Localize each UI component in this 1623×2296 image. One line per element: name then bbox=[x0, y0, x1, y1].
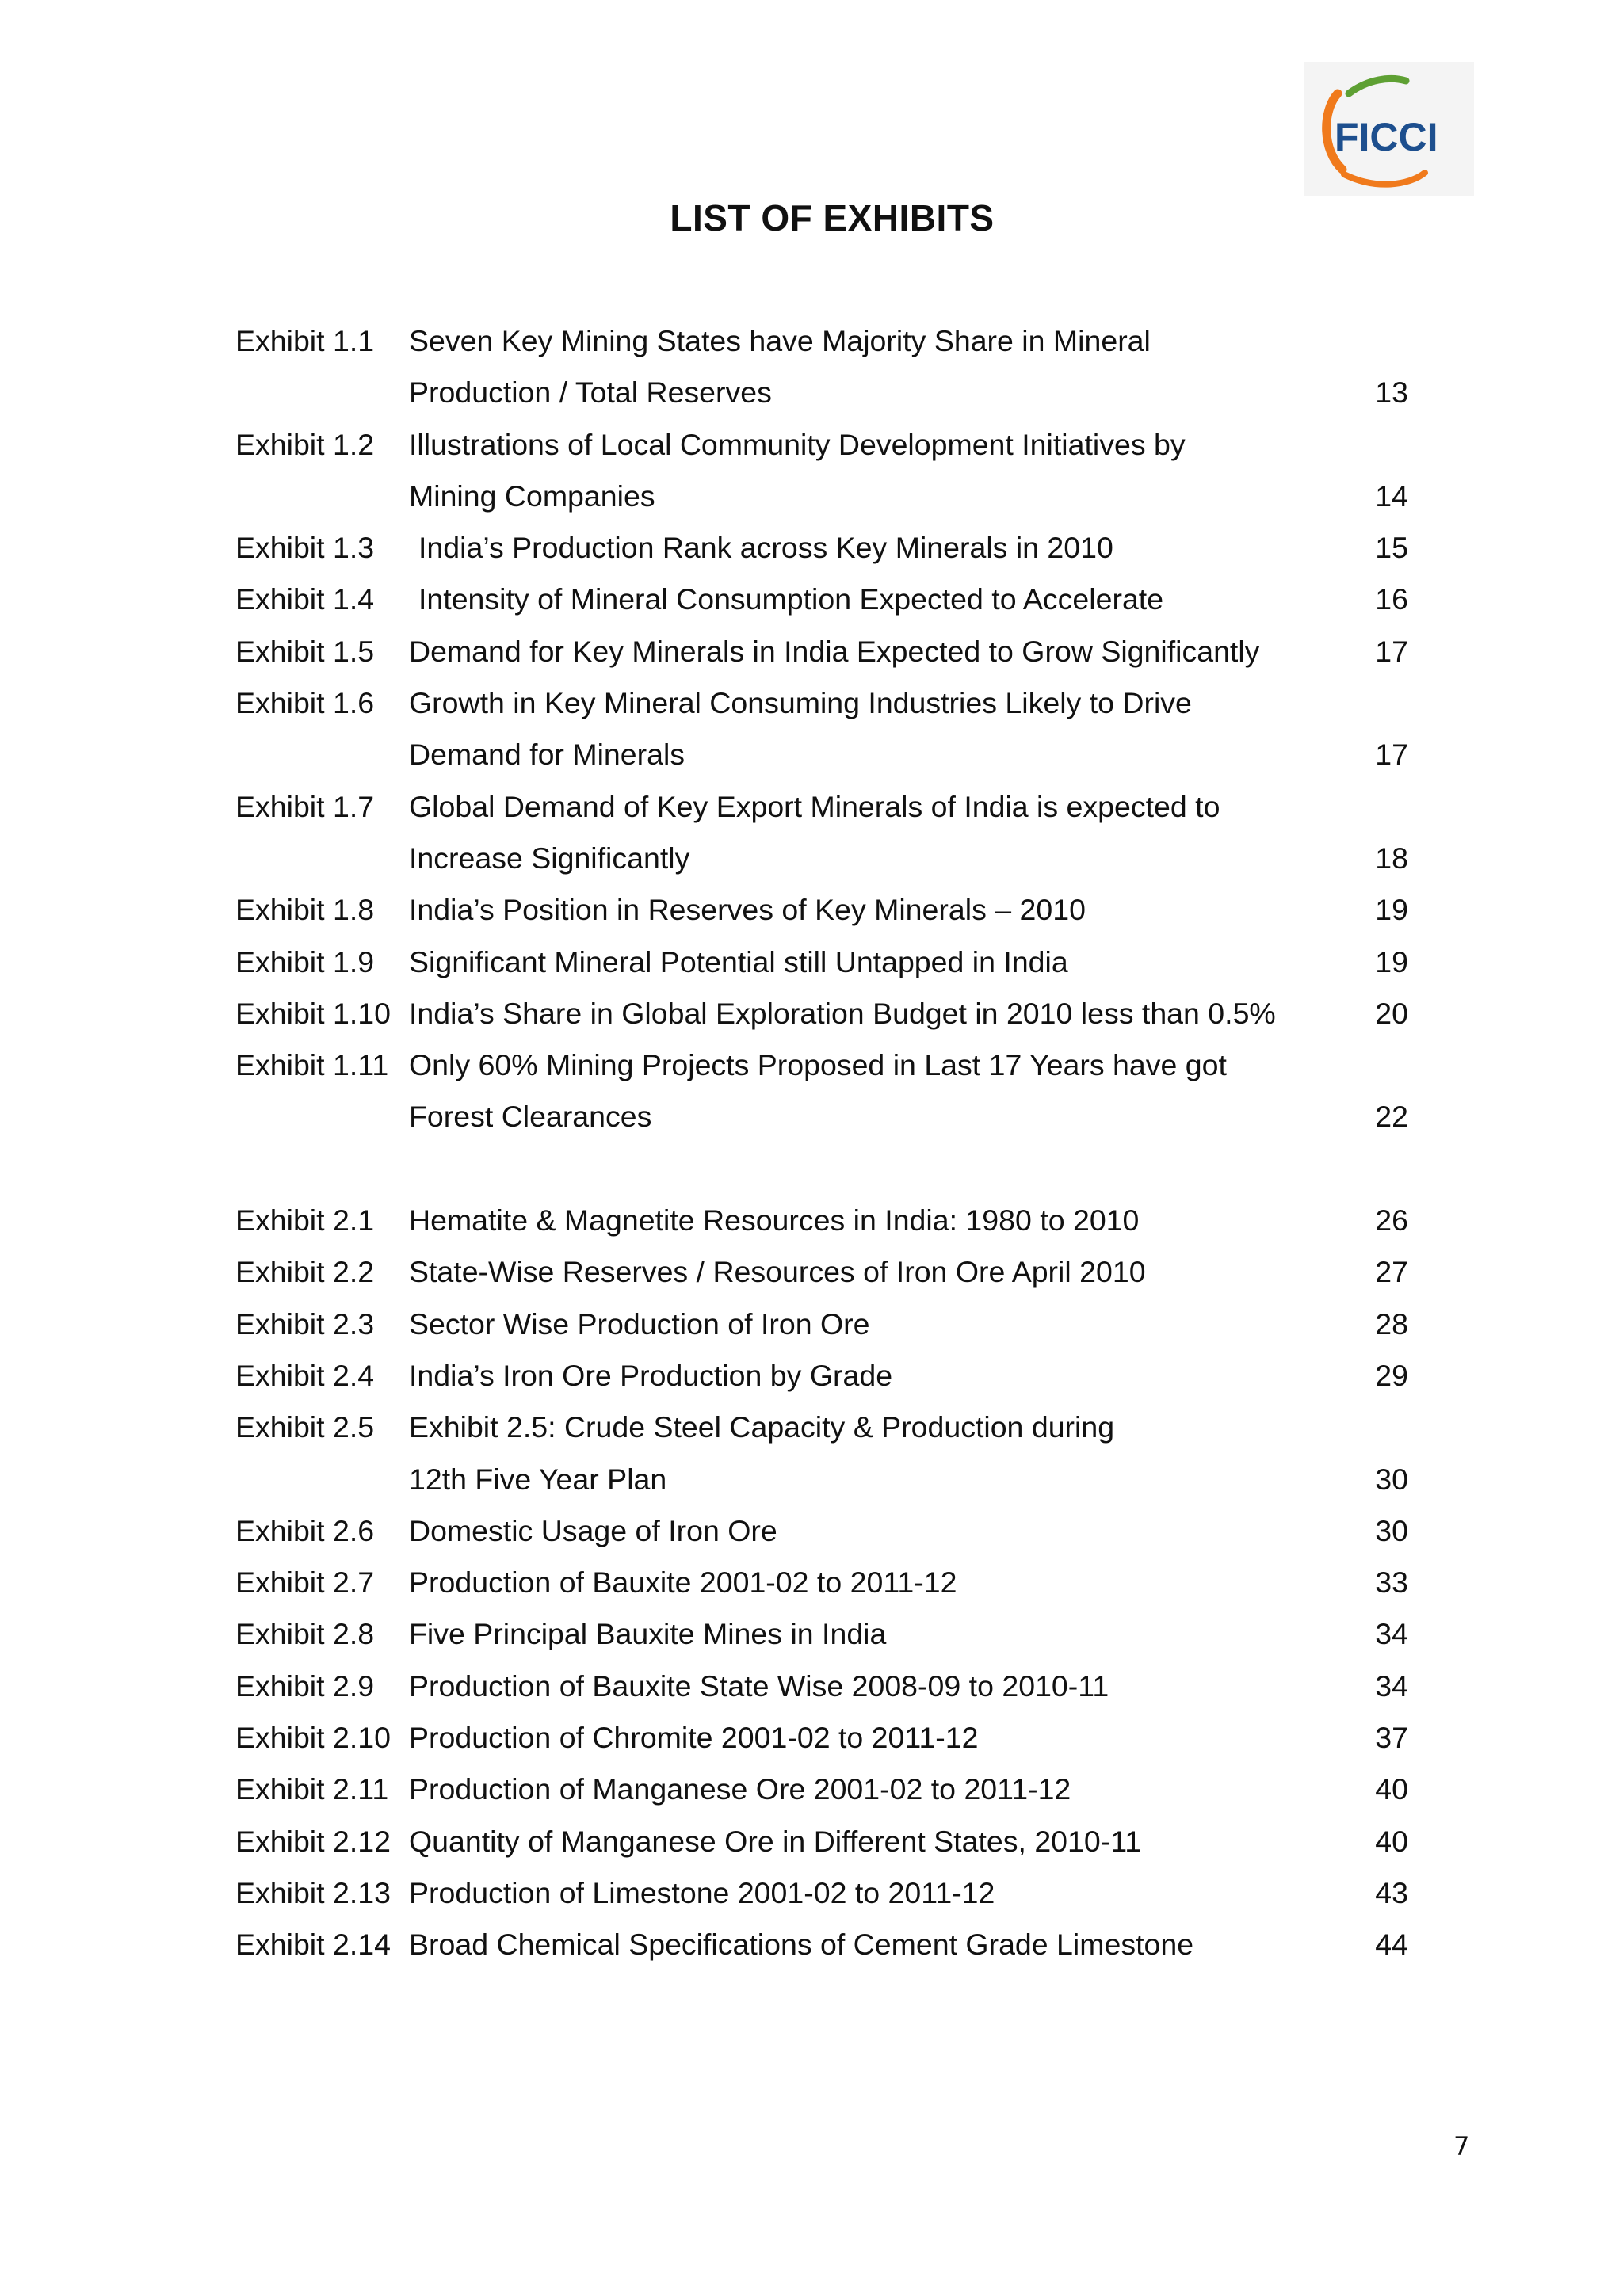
exhibit-entry[interactable] bbox=[235, 1764, 1408, 1815]
exhibit-line bbox=[235, 884, 1408, 936]
exhibit-title: 12th Five Year Plan bbox=[409, 1462, 667, 1496]
exhibit-page-number: 15 bbox=[1375, 531, 1408, 565]
exhibit-page-number: 43 bbox=[1375, 1875, 1408, 1909]
exhibit-entry[interactable] bbox=[235, 1505, 1408, 1557]
exhibit-number: Exhibit 2.10 bbox=[235, 1721, 391, 1755]
exhibit-list bbox=[235, 315, 1408, 1971]
exhibit-title: Increase Significantly bbox=[409, 841, 690, 875]
exhibit-page-number: 22 bbox=[1375, 1100, 1408, 1134]
exhibit-entry[interactable] bbox=[235, 1039, 1408, 1143]
exhibit-number: Exhibit 2.2 bbox=[235, 1255, 375, 1289]
exhibit-number: Exhibit 1.4 bbox=[235, 582, 375, 616]
exhibit-line bbox=[235, 1299, 1408, 1350]
exhibit-entry[interactable] bbox=[235, 419, 1408, 523]
exhibit-title: State-Wise Reserves / Resources of Iron Ore April 2010 bbox=[409, 1255, 1146, 1289]
exhibit-entry[interactable] bbox=[235, 626, 1408, 677]
exhibit-page-number: 44 bbox=[1375, 1928, 1408, 1962]
exhibit-title: Production of Manganese Ore 2001-02 to 2011-12 bbox=[409, 1772, 1071, 1806]
exhibit-number: Exhibit 1.3 bbox=[235, 531, 375, 565]
exhibit-number: Exhibit 2.5 bbox=[235, 1410, 375, 1444]
exhibit-number: Exhibit 1.8 bbox=[235, 893, 375, 927]
exhibit-entry[interactable] bbox=[235, 522, 1408, 574]
exhibit-title: Forest Clearances bbox=[409, 1100, 652, 1134]
exhibit-page-number: 14 bbox=[1375, 479, 1408, 513]
exhibit-number: Exhibit 2.13 bbox=[235, 1875, 391, 1909]
exhibit-entry[interactable] bbox=[235, 1246, 1408, 1298]
page-number: 7 bbox=[1453, 2131, 1470, 2161]
exhibit-page-number: 40 bbox=[1375, 1824, 1408, 1858]
exhibit-title: Demand for Key Minerals in India Expected to Grow Significantly bbox=[409, 634, 1260, 668]
exhibit-line bbox=[235, 1195, 1408, 1246]
logo-text: FICCI bbox=[1335, 115, 1438, 159]
exhibit-page-number: 13 bbox=[1375, 376, 1408, 410]
exhibit-entry[interactable] bbox=[235, 1195, 1408, 1246]
exhibit-entry[interactable] bbox=[235, 1557, 1408, 1608]
exhibit-title: India’s Share in Global Exploration Budget in 2010 less than 0.5% bbox=[409, 996, 1276, 1030]
exhibit-number: Exhibit 2.12 bbox=[235, 1824, 391, 1858]
exhibit-entry[interactable] bbox=[235, 1712, 1408, 1764]
exhibit-line bbox=[235, 1867, 1408, 1919]
exhibit-title: Mining Companies bbox=[409, 479, 655, 513]
exhibit-title: Broad Chemical Specifications of Cement Grade Limestone bbox=[409, 1928, 1194, 1962]
exhibit-title: India’s Production Rank across Key Minerals in 2010 bbox=[418, 531, 1113, 565]
exhibit-page-number: 34 bbox=[1375, 1617, 1408, 1651]
exhibit-page-number: 28 bbox=[1375, 1306, 1408, 1341]
exhibit-page-number: 19 bbox=[1375, 944, 1408, 978]
exhibit-number: Exhibit 2.9 bbox=[235, 1669, 375, 1703]
exhibit-entry[interactable] bbox=[235, 1299, 1408, 1350]
exhibit-entry[interactable] bbox=[235, 1608, 1408, 1660]
exhibit-title: Production / Total Reserves bbox=[409, 376, 772, 410]
exhibit-number: Exhibit 2.6 bbox=[235, 1513, 375, 1547]
exhibit-entry[interactable] bbox=[235, 1867, 1408, 1919]
exhibit-line bbox=[235, 471, 1408, 522]
exhibit-line bbox=[235, 1608, 1408, 1660]
exhibit-entry[interactable] bbox=[235, 574, 1408, 625]
exhibit-entry[interactable] bbox=[235, 1919, 1408, 1970]
exhibit-page-number: 30 bbox=[1375, 1462, 1408, 1496]
exhibit-number: Exhibit 1.7 bbox=[235, 789, 375, 823]
exhibit-entry[interactable] bbox=[235, 1402, 1408, 1505]
exhibit-title: Exhibit 2.5: Crude Steel Capacity & Production during bbox=[409, 1410, 1115, 1444]
exhibit-number: Exhibit 2.7 bbox=[235, 1566, 375, 1600]
exhibit-line bbox=[235, 1919, 1408, 1970]
exhibit-line bbox=[235, 729, 1408, 780]
exhibit-line bbox=[235, 626, 1408, 677]
exhibit-title: Growth in Key Mineral Consuming Industries Likely to Drive bbox=[409, 686, 1192, 720]
exhibit-entry[interactable] bbox=[235, 1816, 1408, 1867]
exhibit-title: Hematite & Magnetite Resources in India: 1980 to 2010 bbox=[409, 1203, 1140, 1238]
exhibit-entry[interactable] bbox=[235, 781, 1408, 885]
exhibit-title: Sector Wise Production of Iron Ore bbox=[409, 1306, 870, 1341]
exhibit-number: Exhibit 2.4 bbox=[235, 1358, 375, 1392]
ficci-logo bbox=[1304, 62, 1474, 196]
exhibit-title: Production of Bauxite 2001-02 to 2011-12 bbox=[409, 1566, 957, 1600]
exhibit-page-number: 37 bbox=[1375, 1721, 1408, 1755]
exhibit-title: India’s Position in Reserves of Key Minerals – 2010 bbox=[409, 893, 1086, 927]
exhibit-entry[interactable] bbox=[235, 988, 1408, 1039]
exhibit-page-number: 40 bbox=[1375, 1772, 1408, 1806]
exhibit-number: Exhibit 1.5 bbox=[235, 634, 375, 668]
exhibit-line bbox=[235, 1350, 1408, 1402]
exhibit-line bbox=[235, 833, 1408, 884]
exhibit-number: Exhibit 2.11 bbox=[235, 1772, 389, 1806]
exhibit-page-number: 34 bbox=[1375, 1669, 1408, 1703]
exhibit-page-number: 33 bbox=[1375, 1566, 1408, 1600]
exhibit-title: India’s Iron Ore Production by Grade bbox=[409, 1358, 893, 1392]
exhibit-number: Exhibit 2.3 bbox=[235, 1306, 375, 1341]
page-title: LIST OF EXHIBITS bbox=[670, 197, 995, 238]
exhibit-page-number: 16 bbox=[1375, 582, 1408, 616]
exhibit-line bbox=[235, 1816, 1408, 1867]
exhibit-line bbox=[235, 781, 1408, 833]
exhibit-title: Five Principal Bauxite Mines in India bbox=[409, 1617, 887, 1651]
exhibit-title: Intensity of Mineral Consumption Expected to Accelerate bbox=[418, 582, 1164, 616]
exhibit-entry[interactable] bbox=[235, 884, 1408, 936]
exhibit-entry[interactable] bbox=[235, 315, 1408, 419]
exhibit-line bbox=[235, 367, 1408, 418]
exhibit-line bbox=[235, 419, 1408, 471]
exhibit-line bbox=[235, 1505, 1408, 1557]
exhibit-entry[interactable] bbox=[235, 936, 1408, 988]
exhibit-entry[interactable] bbox=[235, 1661, 1408, 1712]
exhibit-number: Exhibit 2.14 bbox=[235, 1928, 391, 1962]
exhibit-line bbox=[235, 936, 1408, 988]
exhibit-line bbox=[235, 1246, 1408, 1298]
exhibit-line bbox=[235, 1764, 1408, 1815]
exhibit-line bbox=[235, 988, 1408, 1039]
exhibit-number: Exhibit 1.9 bbox=[235, 944, 375, 978]
exhibit-title: Production of Limestone 2001-02 to 2011-12 bbox=[409, 1875, 995, 1909]
exhibit-number: Exhibit 2.8 bbox=[235, 1617, 375, 1651]
exhibit-page-number: 20 bbox=[1375, 996, 1408, 1030]
exhibit-number: Exhibit 2.1 bbox=[235, 1203, 375, 1238]
exhibit-line bbox=[235, 574, 1408, 625]
section-gap bbox=[235, 1143, 1408, 1195]
exhibit-title: Significant Mineral Potential still Untapped in India bbox=[409, 944, 1068, 978]
exhibit-number: Exhibit 1.2 bbox=[235, 427, 375, 461]
exhibit-title: Production of Chromite 2001-02 to 2011-12 bbox=[409, 1721, 979, 1755]
exhibit-number: Exhibit 1.10 bbox=[235, 996, 391, 1030]
exhibit-page-number: 19 bbox=[1375, 893, 1408, 927]
exhibit-number: Exhibit 1.11 bbox=[235, 1048, 389, 1082]
exhibit-line bbox=[235, 1039, 1408, 1091]
exhibit-page-number: 18 bbox=[1375, 841, 1408, 875]
exhibit-title: Only 60% Mining Projects Proposed in Last 17 Years have got bbox=[409, 1048, 1227, 1082]
exhibit-line bbox=[235, 1661, 1408, 1712]
exhibit-page-number: 30 bbox=[1375, 1513, 1408, 1547]
exhibit-title: Illustrations of Local Community Development Initiatives by bbox=[409, 427, 1186, 461]
exhibit-line bbox=[235, 1402, 1408, 1453]
exhibit-number: Exhibit 1.1 bbox=[235, 324, 375, 357]
exhibit-title: Demand for Minerals bbox=[409, 738, 685, 772]
exhibit-title: Quantity of Manganese Ore in Different States, 2010-11 bbox=[409, 1824, 1142, 1858]
exhibit-line bbox=[235, 522, 1408, 574]
exhibit-line bbox=[235, 1454, 1408, 1505]
exhibit-title: Production of Bauxite State Wise 2008-09 to 2010-11 bbox=[409, 1669, 1109, 1703]
exhibit-line bbox=[235, 1712, 1408, 1764]
exhibit-title: Seven Key Mining States have Majority Share in Mineral bbox=[409, 324, 1151, 357]
exhibit-page-number: 29 bbox=[1375, 1358, 1408, 1392]
exhibit-number: Exhibit 1.6 bbox=[235, 686, 375, 720]
exhibit-entry[interactable] bbox=[235, 677, 1408, 781]
exhibit-page-number: 17 bbox=[1375, 634, 1408, 668]
exhibit-line bbox=[235, 1091, 1408, 1142]
exhibit-page-number: 17 bbox=[1375, 738, 1408, 772]
exhibit-entry[interactable] bbox=[235, 1350, 1408, 1402]
exhibit-line bbox=[235, 1557, 1408, 1608]
exhibit-line bbox=[235, 315, 1408, 367]
exhibit-title: Global Demand of Key Export Minerals of India is expected to bbox=[409, 789, 1220, 823]
exhibit-page-number: 26 bbox=[1375, 1203, 1408, 1238]
exhibit-page-number: 27 bbox=[1375, 1255, 1408, 1289]
exhibit-line bbox=[235, 677, 1408, 729]
exhibit-title: Domestic Usage of Iron Ore bbox=[409, 1513, 777, 1547]
